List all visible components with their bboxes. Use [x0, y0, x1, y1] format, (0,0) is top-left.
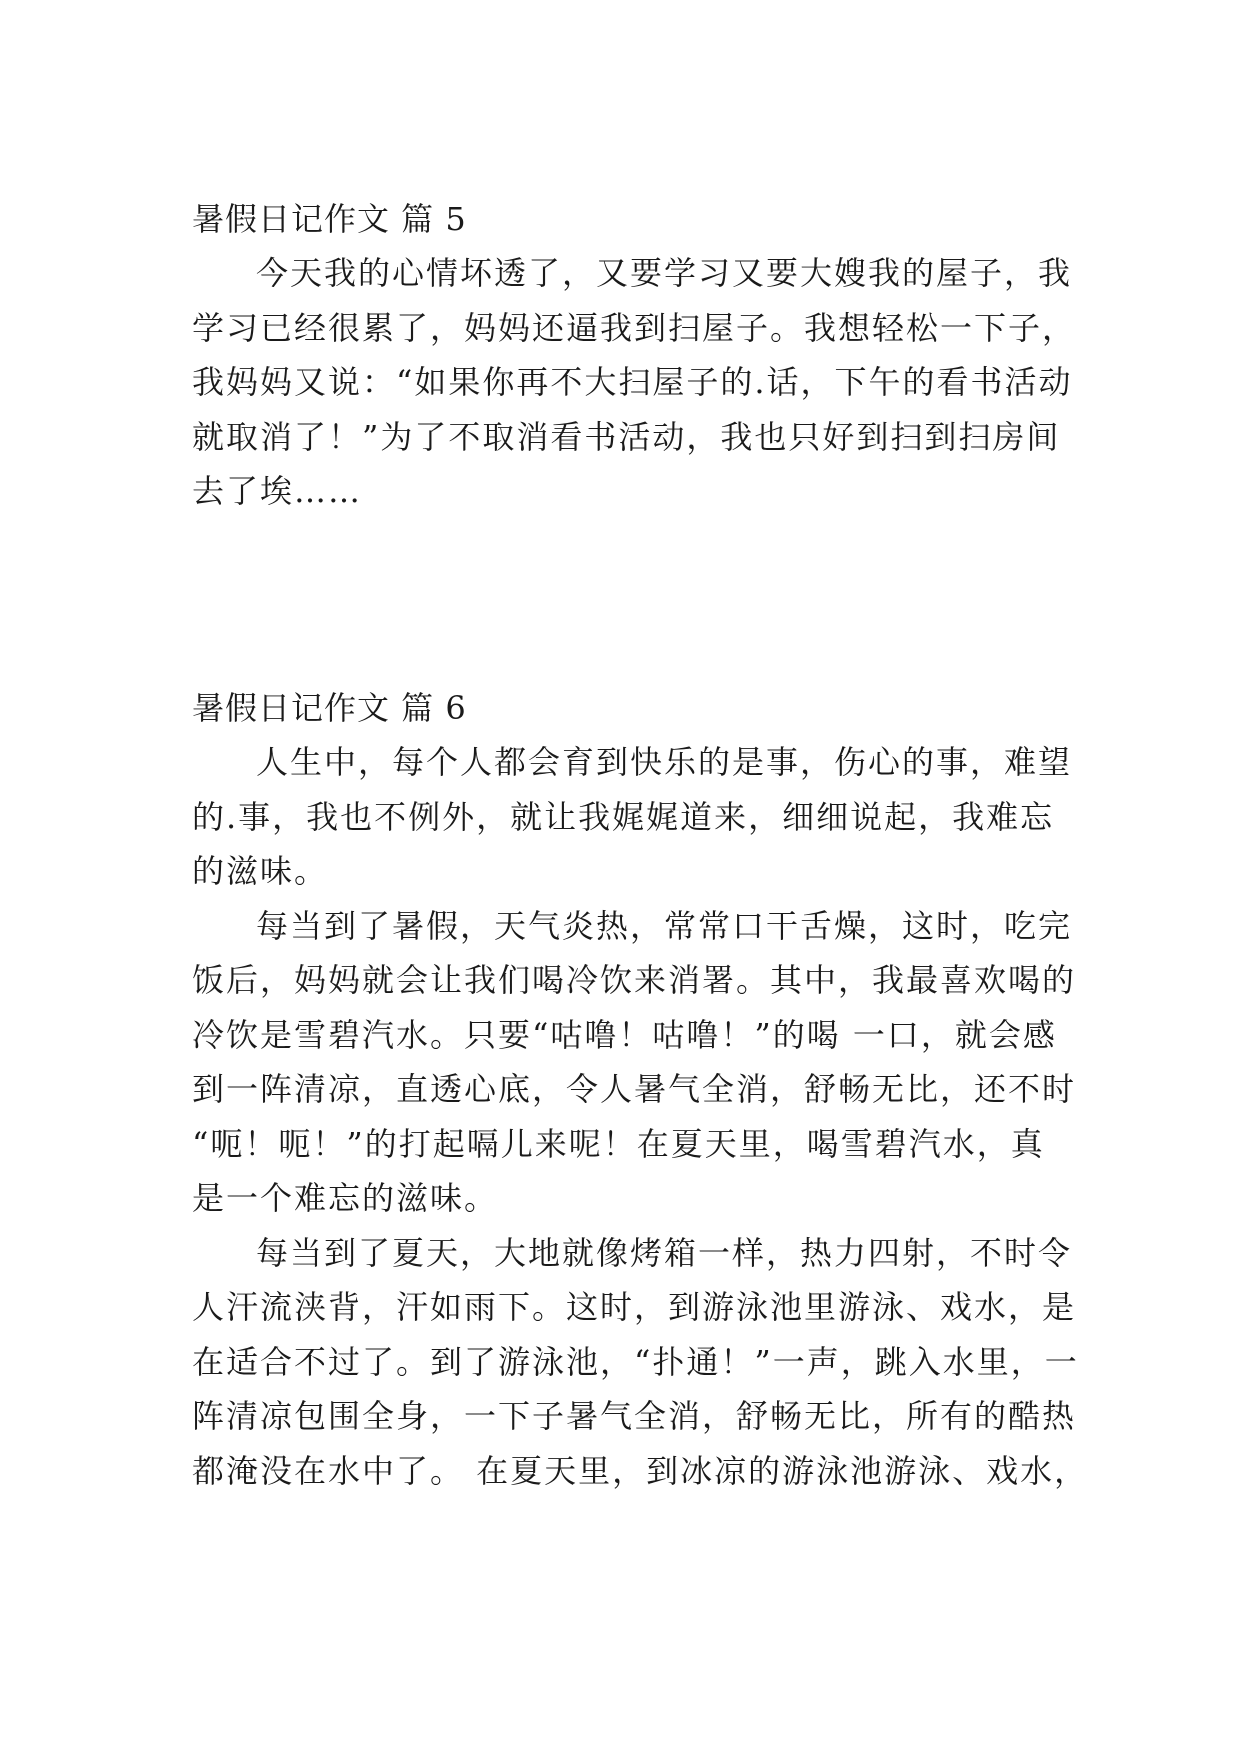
paragraph-line: 都淹没在水中了。 在夏天里，到冰凉的游泳池游泳、戏水，: [192, 1452, 1089, 1490]
paragraph-line: 饭后，妈妈就会让我们喝冷饮来消署。其中，我最喜欢喝的: [192, 961, 1077, 999]
paragraph-line: 的滋味。: [192, 852, 329, 890]
paragraph-line: 每当到了夏天，大地就像烤箱一样，热力四射，不时令: [256, 1234, 1073, 1272]
paragraph-line: 阵清凉包围全身，一下子暑气全消，舒畅无比，所有的酷热: [192, 1397, 1077, 1435]
paragraph-line: 去了埃……: [192, 472, 363, 510]
paragraph-line: 学习已经很累了，妈妈还逼我到扫屋子。我想轻松一下子，: [192, 309, 1077, 347]
paragraph-line: 冷饮是雪碧汽水。只要“咕噜！咕噜！”的喝 一口，就会感: [192, 1016, 1057, 1054]
paragraph-line: 人汗流浃背，汗如雨下。这时，到游泳池里游泳、戏水，是: [192, 1288, 1077, 1326]
section-heading: 暑假日记作文 篇 5: [192, 200, 467, 238]
paragraph-line: 今天我的心情坏透了，又要学习又要大嫂我的屋子，我: [256, 254, 1073, 292]
paragraph-line: 人生中，每个人都会育到快乐的是事，伤心的事，难望: [256, 743, 1073, 781]
section-heading: 暑假日记作文 篇 6: [192, 689, 467, 727]
paragraph-line: 在适合不过了。到了游泳池，“扑通！”一声，跳入水里，一: [192, 1343, 1079, 1381]
paragraph-line: “呃！呃！”的打起嗝儿来呢！在夏天里，喝雪碧汽水，真: [192, 1125, 1045, 1163]
paragraph-line: 是一个难忘的滋味。: [192, 1179, 499, 1217]
paragraph-line: 每当到了暑假，天气炎热，常常口干舌燥，这时，吃完: [256, 907, 1073, 945]
paragraph-line: 我妈妈又说：“如果你再不大扫屋子的.话，下午的看书活动: [192, 363, 1073, 401]
paragraph-line: 到一阵清凉，直透心底，令人暑气全消，舒畅无比，还不时: [192, 1070, 1077, 1108]
paragraph-line: 就取消了！”为了不取消看书活动，我也只好到扫到扫房间: [192, 418, 1061, 456]
paragraph-line: 的.事，我也不例外，就让我娓娓道来，细细说起，我难忘: [192, 798, 1055, 836]
